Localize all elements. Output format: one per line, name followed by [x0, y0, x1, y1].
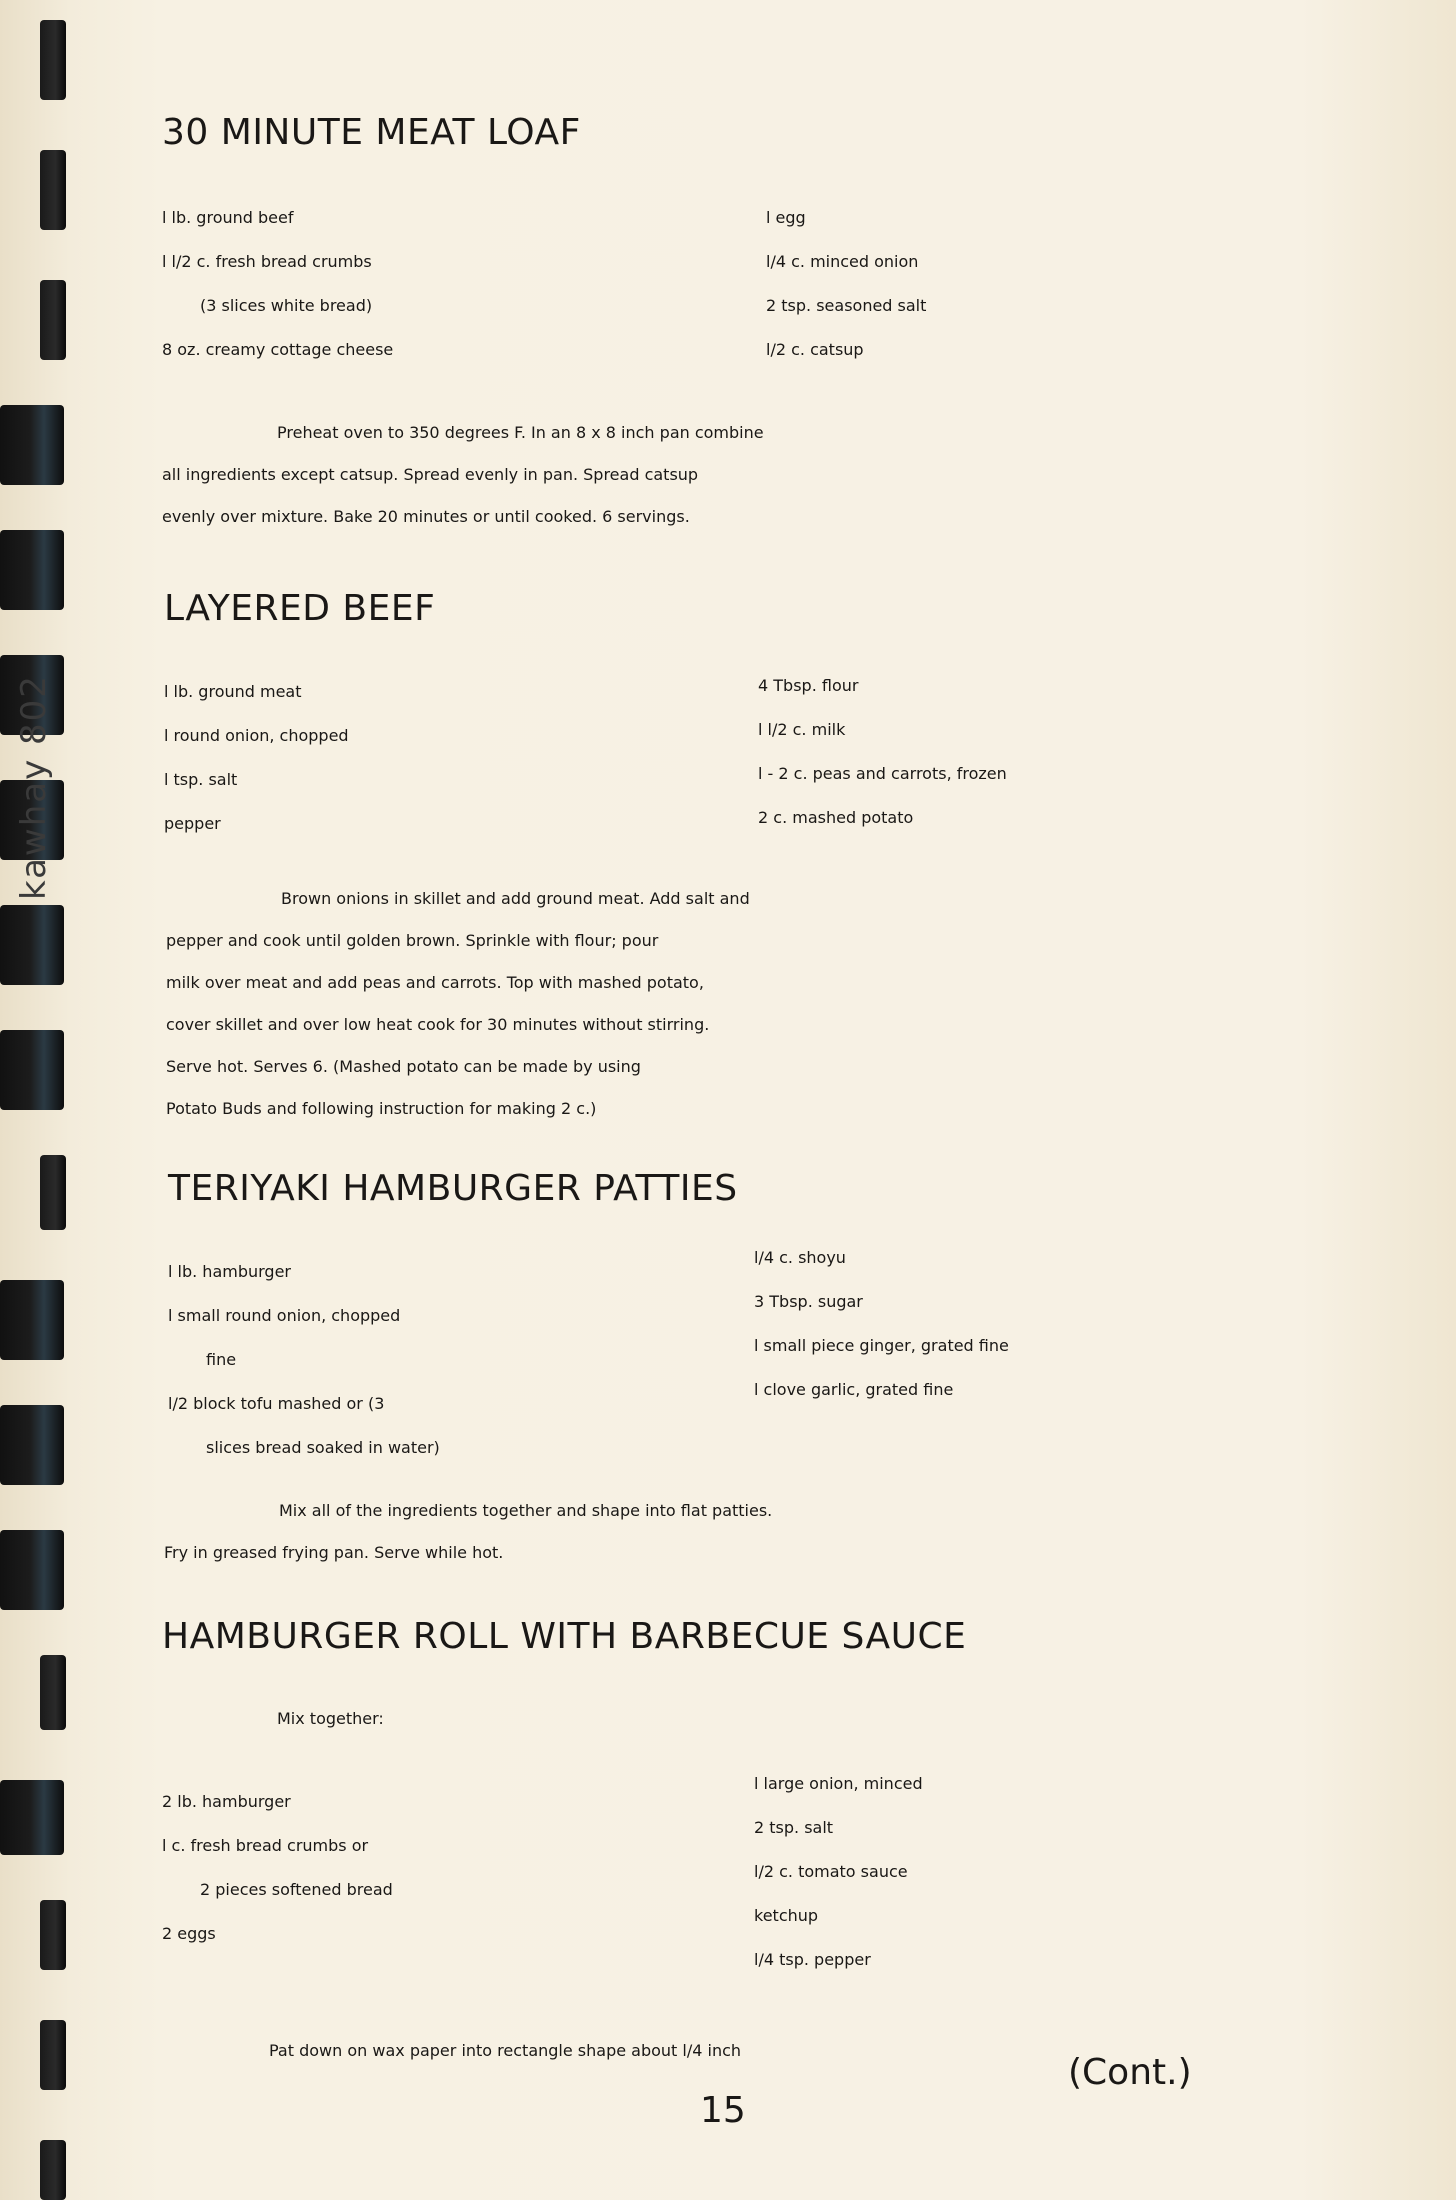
- ingredients-right-hamburger-roll: [754, 1762, 923, 1982]
- binding-ring: [0, 530, 64, 610]
- binding-ring: [0, 1405, 64, 1485]
- ingredient: l small round onion, chopped: [168, 1306, 401, 1325]
- ingredient: (3 slices white bread): [200, 296, 373, 315]
- ingredient: l c. fresh bread crumbs or: [162, 1836, 369, 1855]
- direction-line: milk over meat and add peas and carrots. Top with mashed potato,: [166, 973, 704, 992]
- binding-ring: [0, 905, 64, 985]
- ingredient: l egg: [766, 208, 806, 227]
- ingredient: 2 eggs: [162, 1924, 216, 1943]
- binding-label: kawhay 802: [14, 674, 54, 900]
- ingredient: l/2 c. tomato sauce: [754, 1862, 908, 1881]
- direction-line: pepper and cook until golden brown. Sprinkle with flour; pour: [166, 931, 659, 950]
- ingredient: l/4 c. minced onion: [766, 252, 919, 271]
- binding-ring: [0, 1030, 64, 1110]
- ingredient: 3 Tbsp. sugar: [754, 1292, 863, 1311]
- ingredient: 8 oz. creamy cottage cheese: [162, 340, 394, 359]
- direction-line: Serve hot. Serves 6. (Mashed potato can be made by using: [166, 1057, 641, 1076]
- ingredients-right-meat-loaf: [766, 196, 926, 372]
- ingredient: l lb. ground beef: [162, 208, 294, 227]
- binding-ring: [40, 2140, 66, 2200]
- ingredients-left-layered-beef: [164, 670, 349, 846]
- ingredients-right-layered-beef: [758, 664, 1007, 840]
- ingredient: l clove garlic, grated fine: [754, 1380, 954, 1399]
- continued-note: (Cont.): [1068, 2052, 1192, 2093]
- ingredient: 2 pieces softened bread: [200, 1880, 393, 1899]
- binding-ring: [40, 1155, 66, 1230]
- page-number: 15: [700, 2090, 746, 2131]
- directions-meat-loaf: [162, 412, 764, 538]
- binding-ring: [40, 2020, 66, 2090]
- direction-line: Pat down on wax paper into rectangle shape about l/4 inch: [269, 2041, 742, 2060]
- binding-ring: [40, 150, 66, 230]
- direction-line: Mix all of the ingredients together and shape into flat patties.: [279, 1501, 773, 1520]
- ingredient: l - 2 c. peas and carrots, frozen: [758, 764, 1007, 783]
- ingredient: l/2 block tofu mashed or (3: [168, 1394, 385, 1413]
- ingredients-left-teriyaki-patties: [168, 1250, 440, 1470]
- binding-ring: [0, 1530, 64, 1610]
- ingredient: l large onion, minced: [754, 1774, 923, 1793]
- directions-hamburger-roll: [154, 2030, 741, 2072]
- recipe-title-teriyaki-patties: TERIYAKI HAMBURGER PATTIES: [168, 1168, 738, 1209]
- ingredient: slices bread soaked in water): [206, 1438, 440, 1457]
- direction-line: Potato Buds and following instruction for making 2 c.): [166, 1099, 597, 1118]
- ingredient: 2 tsp. salt: [754, 1818, 834, 1837]
- direction-line: cover skillet and over low heat cook for 30 minutes without stirring.: [166, 1015, 710, 1034]
- ingredient: ketchup: [754, 1906, 819, 1925]
- binding-ring: [0, 1780, 64, 1855]
- binding-ring: [40, 1655, 66, 1730]
- direction-line: Mix together:: [277, 1709, 384, 1728]
- ingredients-left-hamburger-roll: [162, 1780, 393, 1956]
- ingredient: l/4 c. shoyu: [754, 1248, 846, 1267]
- ingredient: l/2 c. catsup: [766, 340, 864, 359]
- ingredient: l l/2 c. milk: [758, 720, 846, 739]
- ingredient: l lb. hamburger: [168, 1262, 292, 1281]
- direction-line: all ingredients except catsup. Spread evenly in pan. Spread catsup: [162, 465, 699, 484]
- ingredient: 2 tsp. seasoned salt: [766, 296, 927, 315]
- ingredients-left-meat-loaf: [162, 196, 393, 372]
- ingredient: 2 lb. hamburger: [162, 1792, 291, 1811]
- ingredient: 2 c. mashed potato: [758, 808, 914, 827]
- binding-ring: [0, 405, 64, 485]
- ingredient: pepper: [164, 814, 221, 833]
- direction-line: Preheat oven to 350 degrees F. In an 8 x 8 inch pan combine: [277, 423, 764, 442]
- ingredients-right-teriyaki-patties: [754, 1236, 1009, 1412]
- ingredient: l l/2 c. fresh bread crumbs: [162, 252, 372, 271]
- ingredient: l small piece ginger, grated fine: [754, 1336, 1009, 1355]
- binding-ring: [40, 1900, 66, 1970]
- direction-line: Brown onions in skillet and add ground meat. Add salt and: [281, 889, 750, 908]
- binding-ring: [0, 1280, 64, 1360]
- intro-hamburger-roll: [162, 1698, 384, 1740]
- spiral-binding: [0, 0, 80, 2200]
- binding-ring: [40, 20, 66, 100]
- recipe-title-meat-loaf: 30 MINUTE MEAT LOAF: [162, 112, 581, 153]
- directions-layered-beef: [166, 878, 750, 1130]
- ingredient: l tsp. salt: [164, 770, 238, 789]
- ingredient: fine: [206, 1350, 237, 1369]
- direction-line: Fry in greased frying pan. Serve while hot.: [164, 1543, 504, 1562]
- ingredient: l/4 tsp. pepper: [754, 1950, 871, 1969]
- directions-teriyaki-patties: [164, 1490, 772, 1574]
- ingredient: l round onion, chopped: [164, 726, 349, 745]
- binding-ring: [40, 280, 66, 360]
- recipe-title-hamburger-roll: HAMBURGER ROLL WITH BARBECUE SAUCE: [162, 1616, 967, 1657]
- ingredient: l lb. ground meat: [164, 682, 302, 701]
- direction-line: evenly over mixture. Bake 20 minutes or until cooked. 6 servings.: [162, 507, 690, 526]
- recipe-title-layered-beef: LAYERED BEEF: [164, 588, 436, 629]
- ingredient: 4 Tbsp. flour: [758, 676, 859, 695]
